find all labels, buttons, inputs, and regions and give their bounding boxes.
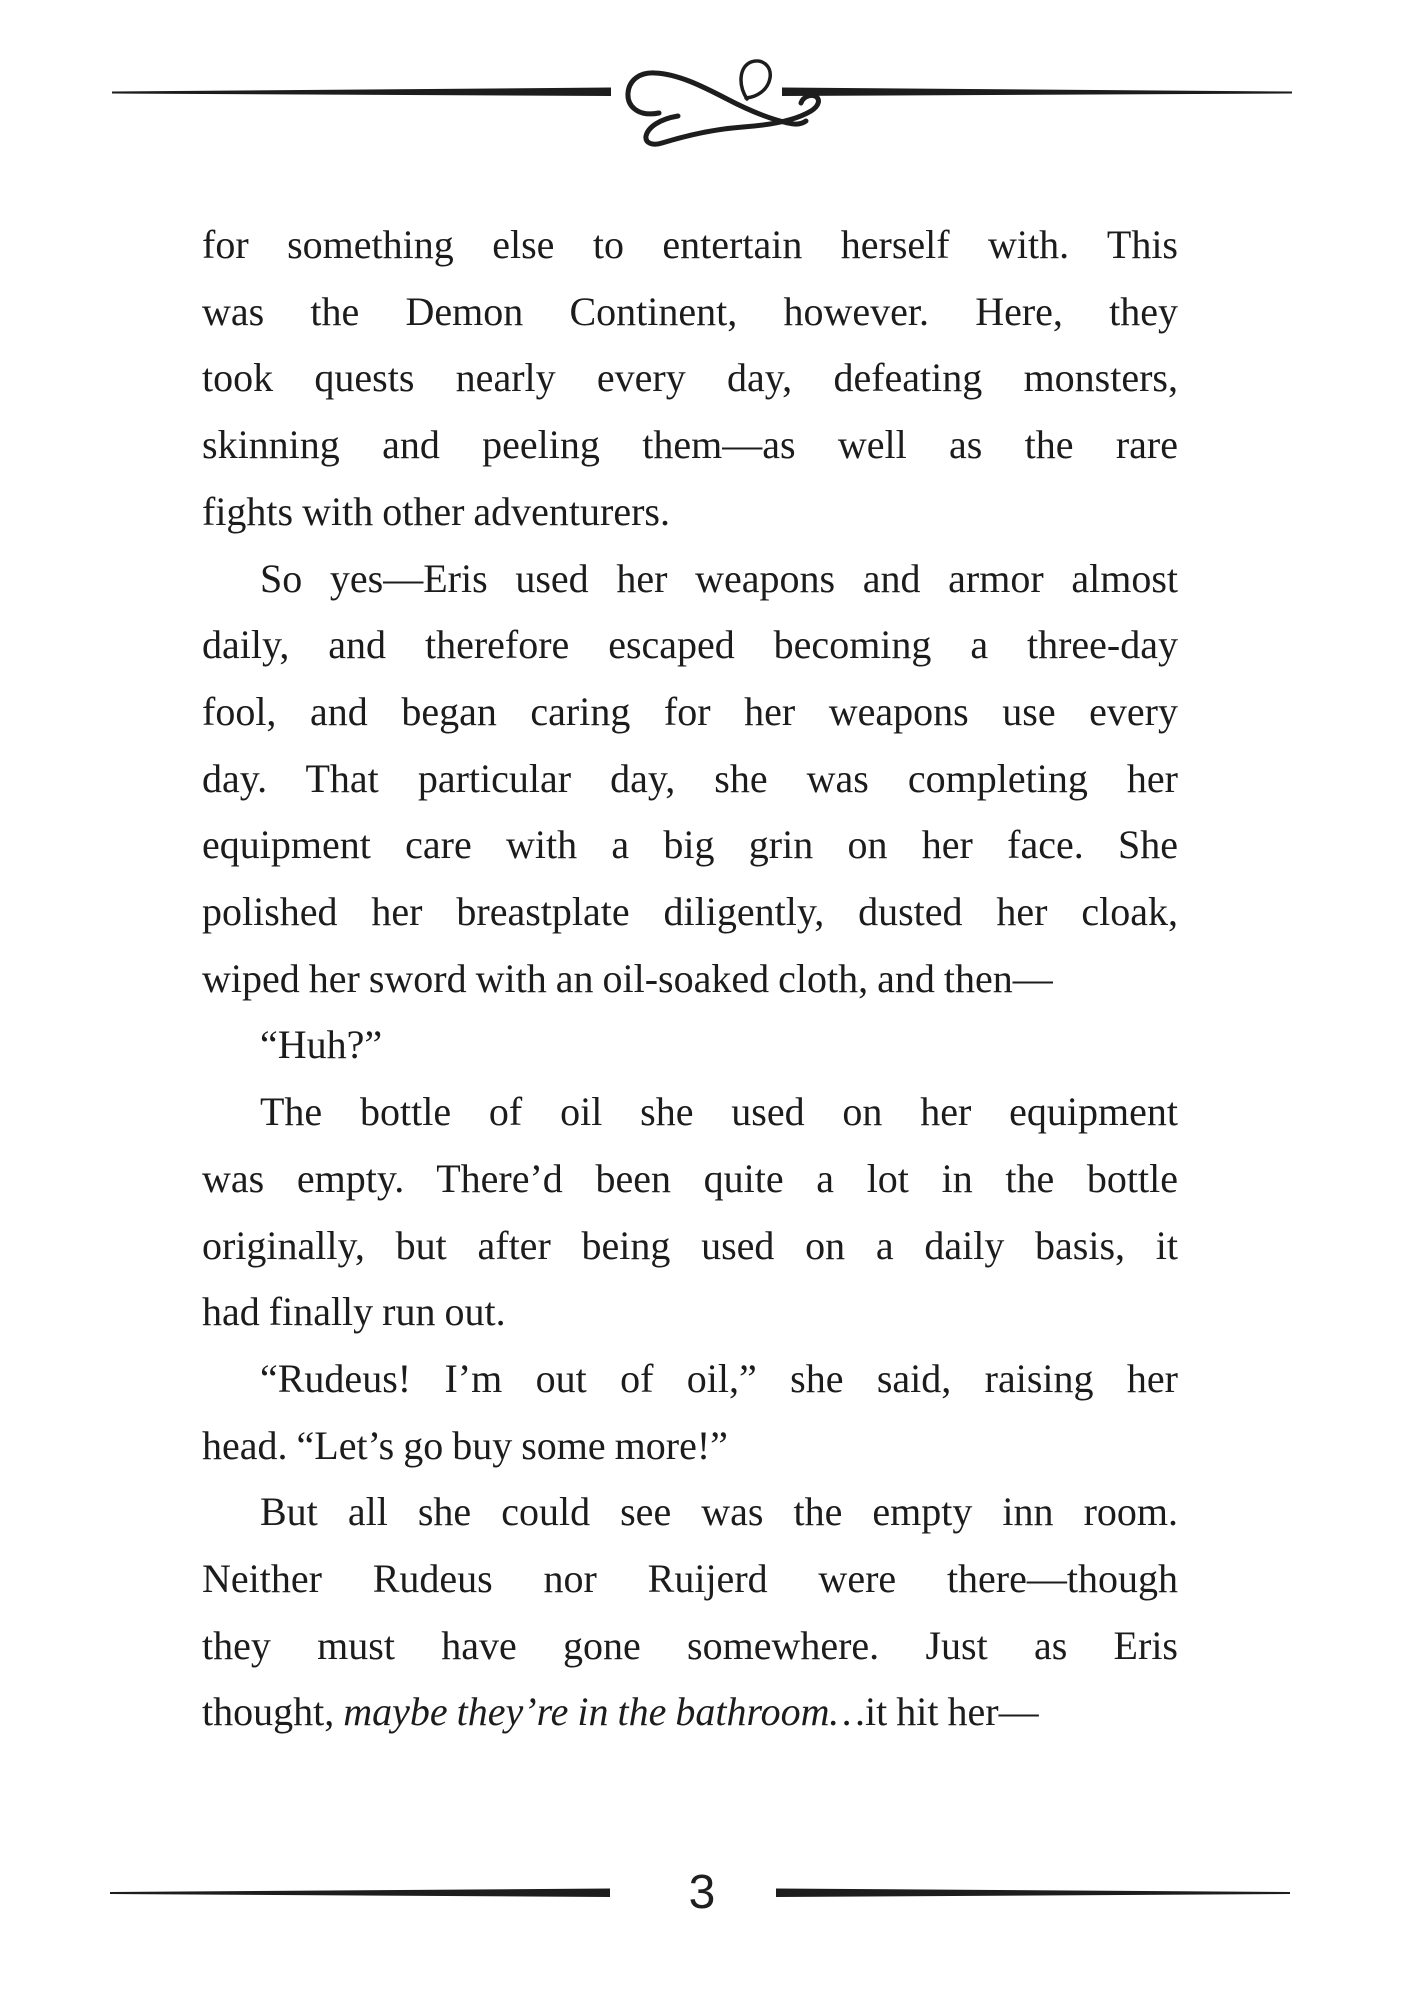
text-line: polished her breastplate diligently, dusted her cloak, [202, 889, 1178, 935]
text-line: had finally run out. [202, 1289, 506, 1335]
text-line: was empty. There’d been quite a lot in the bottle [202, 1155, 1178, 1201]
text-line: took quests nearly every day, defeating monsters, [202, 355, 1178, 401]
top-left-rule [112, 88, 611, 97]
text-line: skinning and peeling them—as well as the rare [202, 422, 1178, 468]
text-line: daily, and therefore escaped becoming a three-day [202, 622, 1178, 668]
text-line: “Rudeus! I’m out of oil,” she said, raising her [260, 1355, 1178, 1401]
page-number: 3 [688, 1866, 716, 1919]
text-segment: it hit her— [865, 1689, 1039, 1735]
flourish-swash-icon [628, 61, 819, 144]
text-line: Neither Rudeus nor Ruijerd were there—though [202, 1556, 1178, 1602]
text-line: The bottle of oil she used on her equipment [260, 1089, 1178, 1135]
text-line [202, 1679, 1178, 1746]
text-line: But all she could see was the empty inn room. [260, 1489, 1178, 1535]
text-line: wiped her sword with an oil-soaked cloth, and then— [202, 955, 1053, 1001]
italic-phrase: maybe they’re in the bathroom… [343, 1689, 866, 1735]
text-line: for something else to entertain herself with. This [202, 222, 1178, 267]
text-line: equipment care with a big grin on her face. She [202, 822, 1178, 868]
body-text [202, 212, 1178, 1746]
text-line: was the Demon Continent, however. Here, they [202, 288, 1178, 334]
text-line: head. “Let’s go buy some more!” [202, 1422, 728, 1468]
top-right-rule [782, 88, 1292, 97]
text-segment: thought, [202, 1689, 344, 1735]
text-line: originally, but after being used on a daily basis, it [202, 1222, 1178, 1268]
text-line: “Huh?” [260, 1022, 383, 1068]
text-line: day. That particular day, she was completing her [202, 755, 1178, 801]
text-line: So yes—Eris used her weapons and armor almost [260, 555, 1178, 601]
text-line: they must have gone somewhere. Just as Eris [202, 1622, 1178, 1668]
text-line: fool, and began caring for her weapons use every [202, 688, 1178, 734]
text-line: fights with other adventurers. [202, 488, 670, 534]
